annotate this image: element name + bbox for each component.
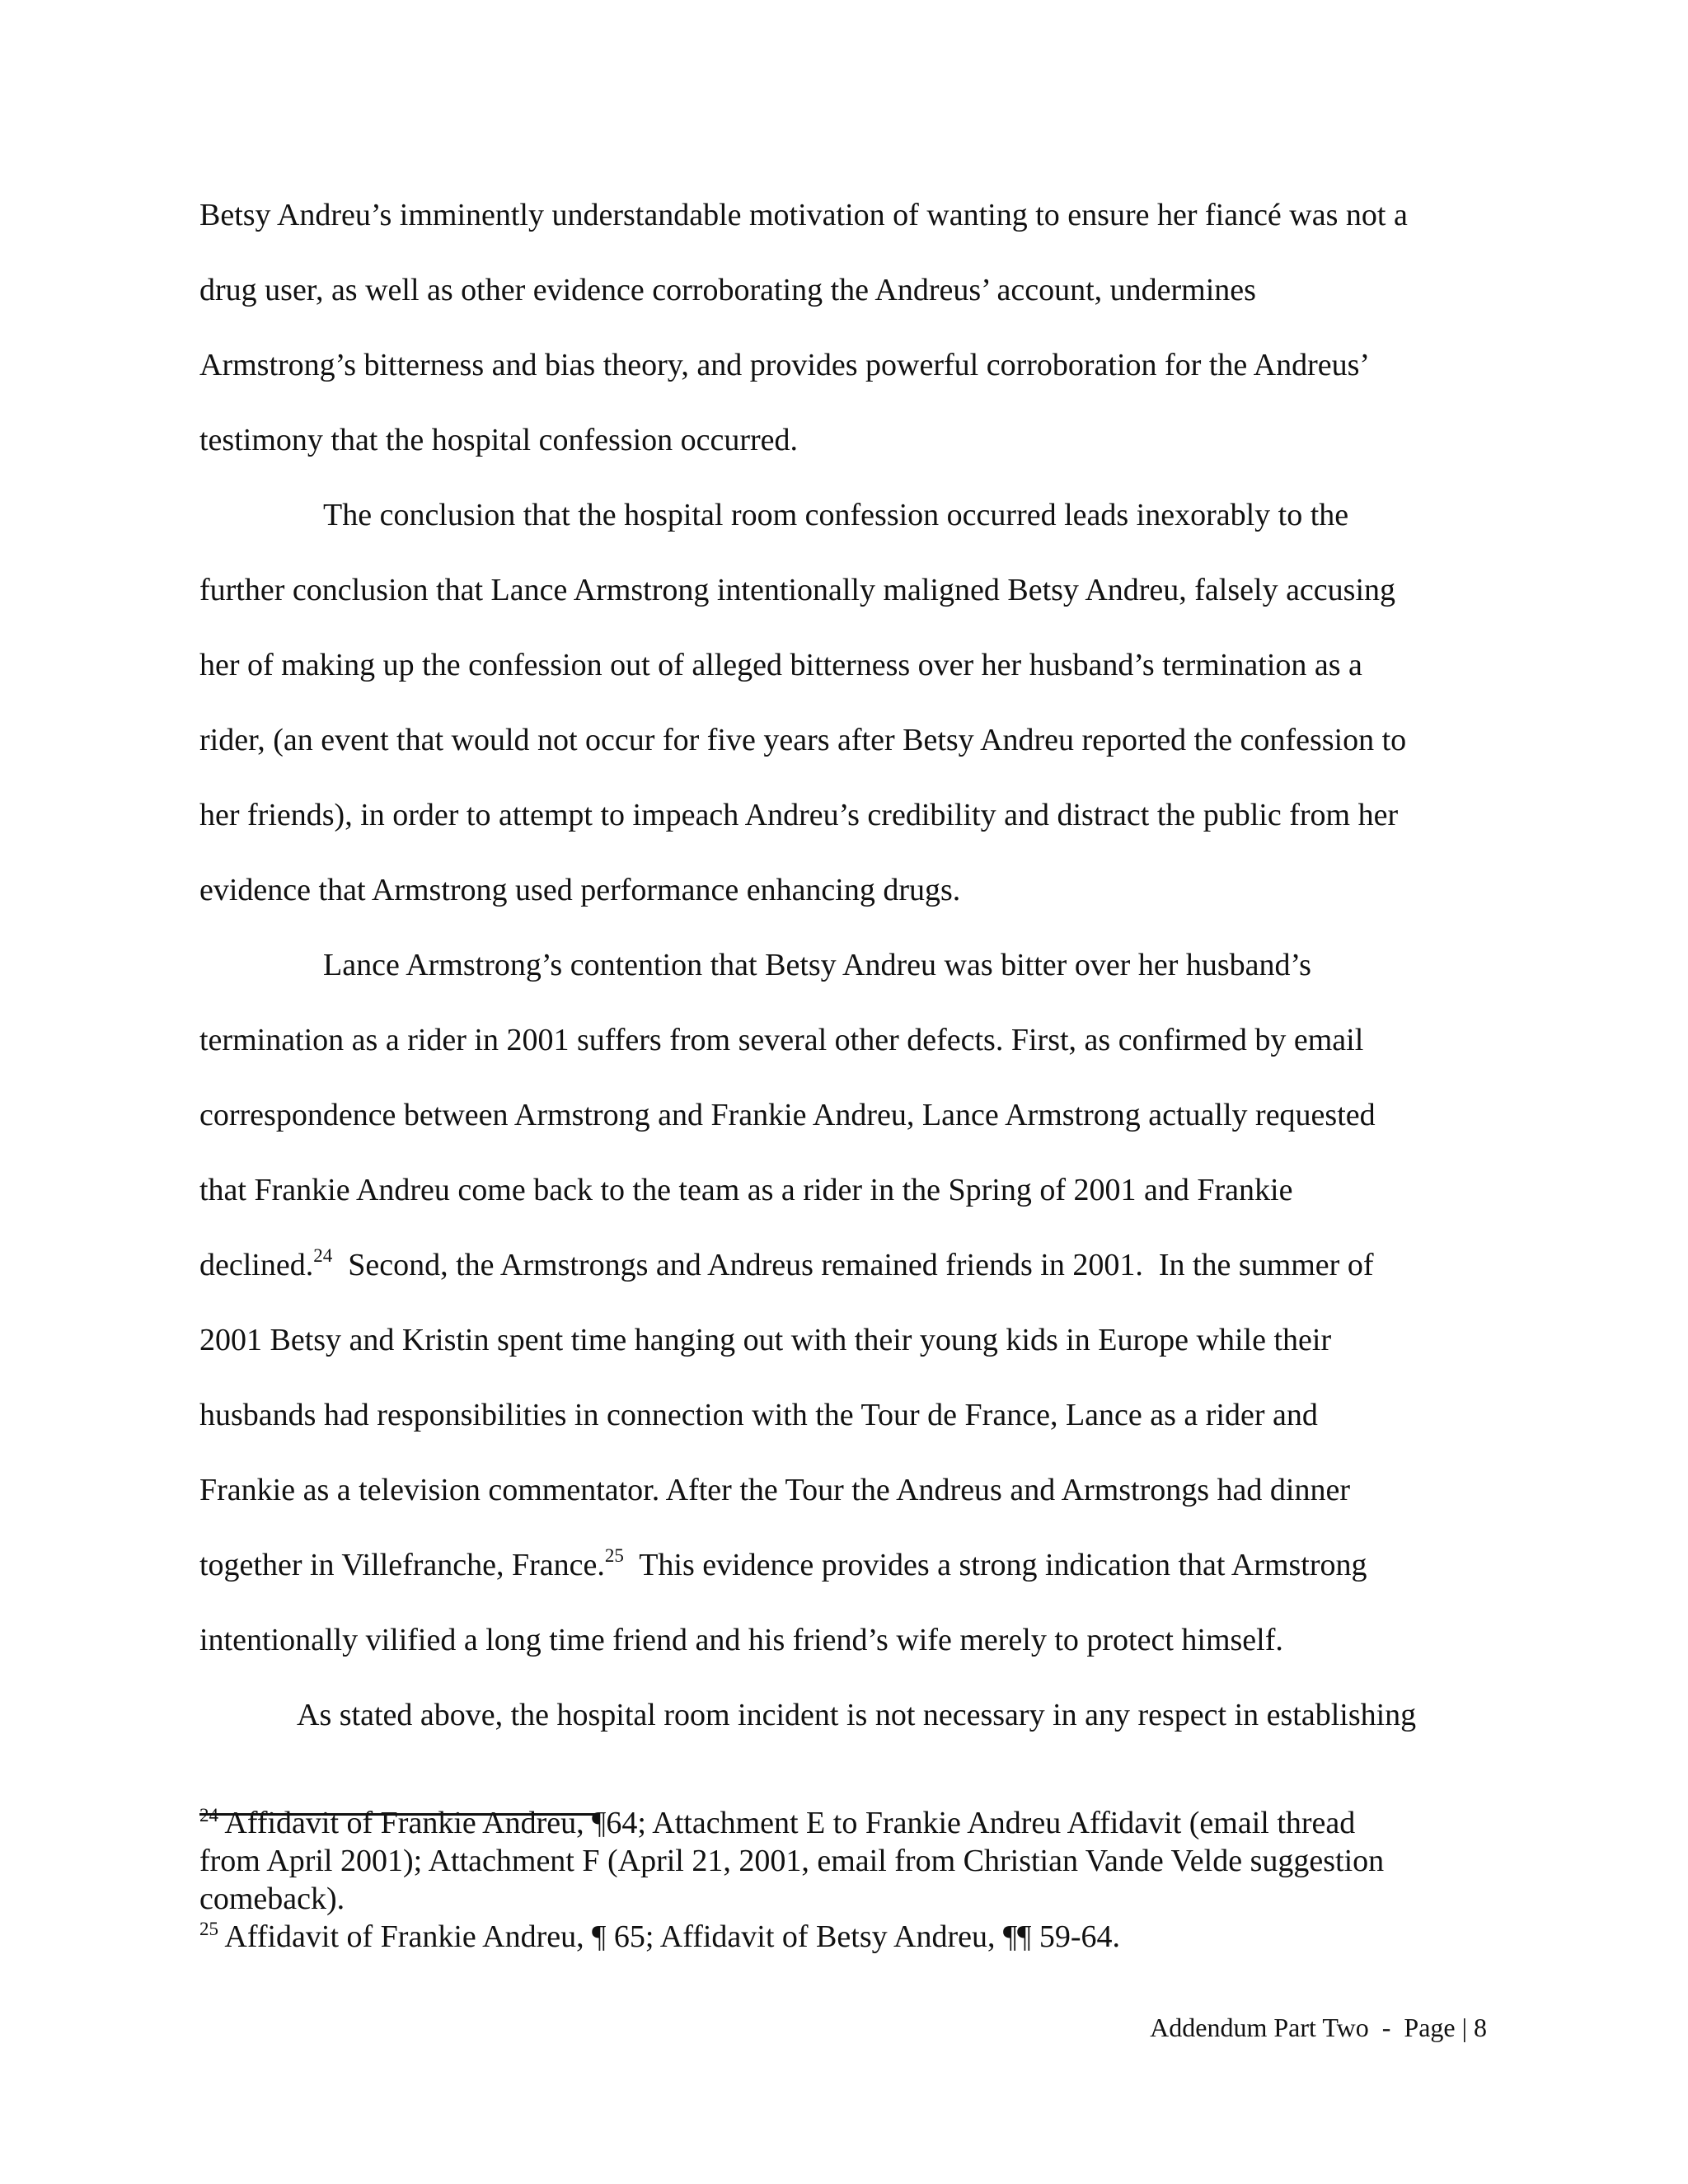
body-line: termination as a rider in 2001 suffers from several other defects. First, as confirmed by email	[199, 1023, 1364, 1057]
body-line: her friends), in order to attempt to impeach Andreu’s credibility and distract the public from her	[199, 798, 1399, 832]
body-line: evidence that Armstrong used performance enhancing drugs.	[199, 873, 961, 907]
body-text: Second, the Armstrongs and Andreus remained friends in 2001. In the summer of	[332, 1248, 1374, 1282]
body-line: her of making up the confession out of alleged bitterness over her husband’s termination as a	[199, 648, 1362, 682]
footnote-reference: 25	[604, 1545, 624, 1566]
body-line	[199, 1246, 1373, 1284]
footnote-line: from April 2001); Attachment F (April 21, 2001, email from Christian Vande Velde suggestion	[199, 1844, 1385, 1878]
paragraph-start-line: Lance Armstrong’s contention that Betsy Andreu was bitter over her husband’s	[323, 948, 1311, 982]
body-line: rider, (an event that would not occur for five years after Betsy Andreu reported the confession to	[199, 723, 1407, 757]
body-text: declined.	[199, 1248, 314, 1282]
footnote-number: 24	[199, 1805, 218, 1825]
body-line: correspondence between Armstrong and Frankie Andreu, Lance Armstrong actually requested	[199, 1098, 1376, 1132]
footnote-25	[199, 1919, 1120, 1955]
footnote-24	[199, 1805, 1355, 1841]
body-line	[199, 1546, 1367, 1584]
paragraph-start-line: As stated above, the hospital room incident is not necessary in any respect in establishing	[297, 1698, 1417, 1732]
page-footer: Addendum Part Two - Page | 8	[1150, 2013, 1487, 2042]
body-line: 2001 Betsy and Kristin spent time hanging out with their young kids in Europe while their	[199, 1323, 1332, 1357]
body-line: Betsy Andreu’s imminently understandable motivation of wanting to ensure her fiancé was not a	[199, 198, 1408, 232]
body-line: testimony that the hospital confession occurred.	[199, 423, 799, 457]
body-line: Armstrong’s bitterness and bias theory, and provides powerful corroboration for the Andreus’	[199, 348, 1371, 382]
paragraph-start-line: The conclusion that the hospital room confession occurred leads inexorably to the	[323, 498, 1349, 532]
footnote-line: comeback).	[199, 1882, 345, 1916]
body-line: Frankie as a television commentator. After the Tour the Andreus and Armstrongs had dinner	[199, 1473, 1350, 1507]
body-line: drug user, as well as other evidence corroborating the Andreus’ account, undermines	[199, 273, 1256, 307]
body-text: This evidence provides a strong indication that Armstrong	[623, 1548, 1367, 1582]
body-line: that Frankie Andreu come back to the team as a rider in the Spring of 2001 and Frankie	[199, 1173, 1293, 1207]
footnote-text: Affidavit of Frankie Andreu, ¶64; Attachment E to Frankie Andreu Affidavit (email thread	[218, 1806, 1356, 1840]
footnote-reference: 24	[313, 1245, 333, 1266]
body-line: intentionally vilified a long time friend and his friend’s wife merely to protect himself.	[199, 1623, 1283, 1657]
body-line: further conclusion that Lance Armstrong intentionally maligned Betsy Andreu, falsely accusing	[199, 573, 1396, 607]
body-line: husbands had responsibilities in connection with the Tour de France, Lance as a rider and	[199, 1398, 1318, 1432]
footnote-number: 25	[199, 1919, 218, 1939]
body-text: together in Villefranche, France.	[199, 1548, 605, 1582]
footnote-text: Affidavit of Frankie Andreu, ¶ 65; Affidavit of Betsy Andreu, ¶¶ 59-64.	[218, 1919, 1121, 1954]
